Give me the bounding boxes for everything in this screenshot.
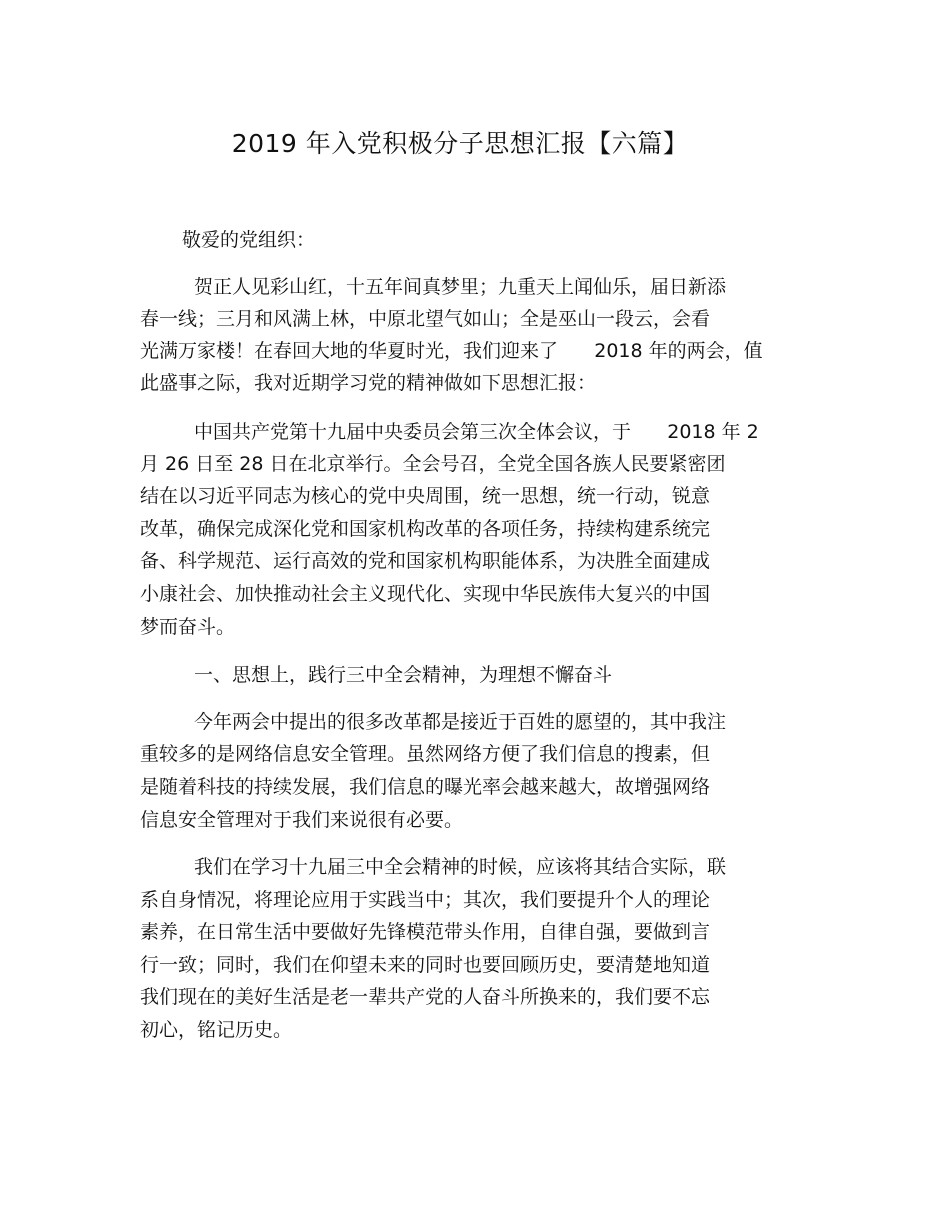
paragraph-line: 系自身情况，将理论应用于实践当中；其次，我们要提升个人的理论 bbox=[140, 889, 711, 911]
paragraph-line: 我们在学习十九届三中全会精神的时候，应该将其结合实际，联 bbox=[194, 856, 727, 878]
paragraph-line: 此盛事之际，我对近期学习党的精神做如下思想汇报： bbox=[140, 372, 597, 394]
paragraph-line: 贺正人见彩山红，十五年间真梦里；九重天上闻仙乐，届日新添 bbox=[194, 276, 727, 298]
paragraph-line: 信息安全管理对于我们来说很有必要。 bbox=[140, 809, 464, 831]
paragraph-line: 初心，铭记历史。 bbox=[140, 1019, 293, 1041]
paragraph-line: 我们现在的美好生活是老一辈共产党的人奋斗所换来的，我们要不忘 bbox=[140, 986, 711, 1008]
paragraph-line: 结在以习近平同志为核心的党中央周围，统一思想，统一行动，锐意 bbox=[140, 485, 711, 507]
paragraph-line: 小康社会、加快推动社会主义现代化、实现中华民族伟大复兴的中国 bbox=[140, 583, 711, 605]
paragraph-line: 月 26 日至 28 日在北京举行。全会号召，全党全国各族人民要紧密团 bbox=[140, 453, 726, 475]
paragraph-line: 梦而奋斗。 bbox=[140, 616, 236, 638]
paragraph-line: 备、科学规范、运行高效的党和国家机构职能体系，为决胜全面建成 bbox=[140, 550, 711, 572]
document-title: 2019 年入党积极分子思想汇报【六篇】 bbox=[231, 129, 689, 158]
paragraph-line: 素养，在日常生活中要做好先锋模范带头作用，自律自强，要做到言 bbox=[140, 921, 711, 943]
paragraph-line: 改革，确保完成深化党和国家机构改革的各项任务，持续构建系统完 bbox=[140, 518, 711, 540]
paragraph-line: 重较多的是网络信息安全管理。虽然网络方便了我们信息的搜素，但 bbox=[140, 743, 711, 765]
salutation: 敬爱的党组织： bbox=[182, 229, 316, 251]
paragraph-line: 今年两会中提出的很多改革都是接近于百姓的愿望的，其中我注 bbox=[194, 711, 727, 733]
paragraph-line: 是随着科技的持续发展，我们信息的曝光率会越来越大，故增强网络 bbox=[140, 776, 711, 798]
paragraph-line: 春一线；三月和风满上林，中原北望气如山；全是巫山一段云，会看 bbox=[140, 308, 711, 330]
paragraph-line: 行一致；同时，我们在仰望未来的同时也要回顾历史，要清楚地知道 bbox=[140, 954, 711, 976]
paragraph-line: 光满万家楼！在春回大地的华夏时光，我们迎来了 2018 年的两会，值 bbox=[140, 340, 763, 362]
paragraph-line: 一、思想上，践行三中全会精神，为理想不懈奋斗 bbox=[194, 664, 613, 686]
paragraph-line: 中国共产党第十九届中央委员会第三次全体会议，于 2018 年 2 bbox=[194, 421, 759, 443]
